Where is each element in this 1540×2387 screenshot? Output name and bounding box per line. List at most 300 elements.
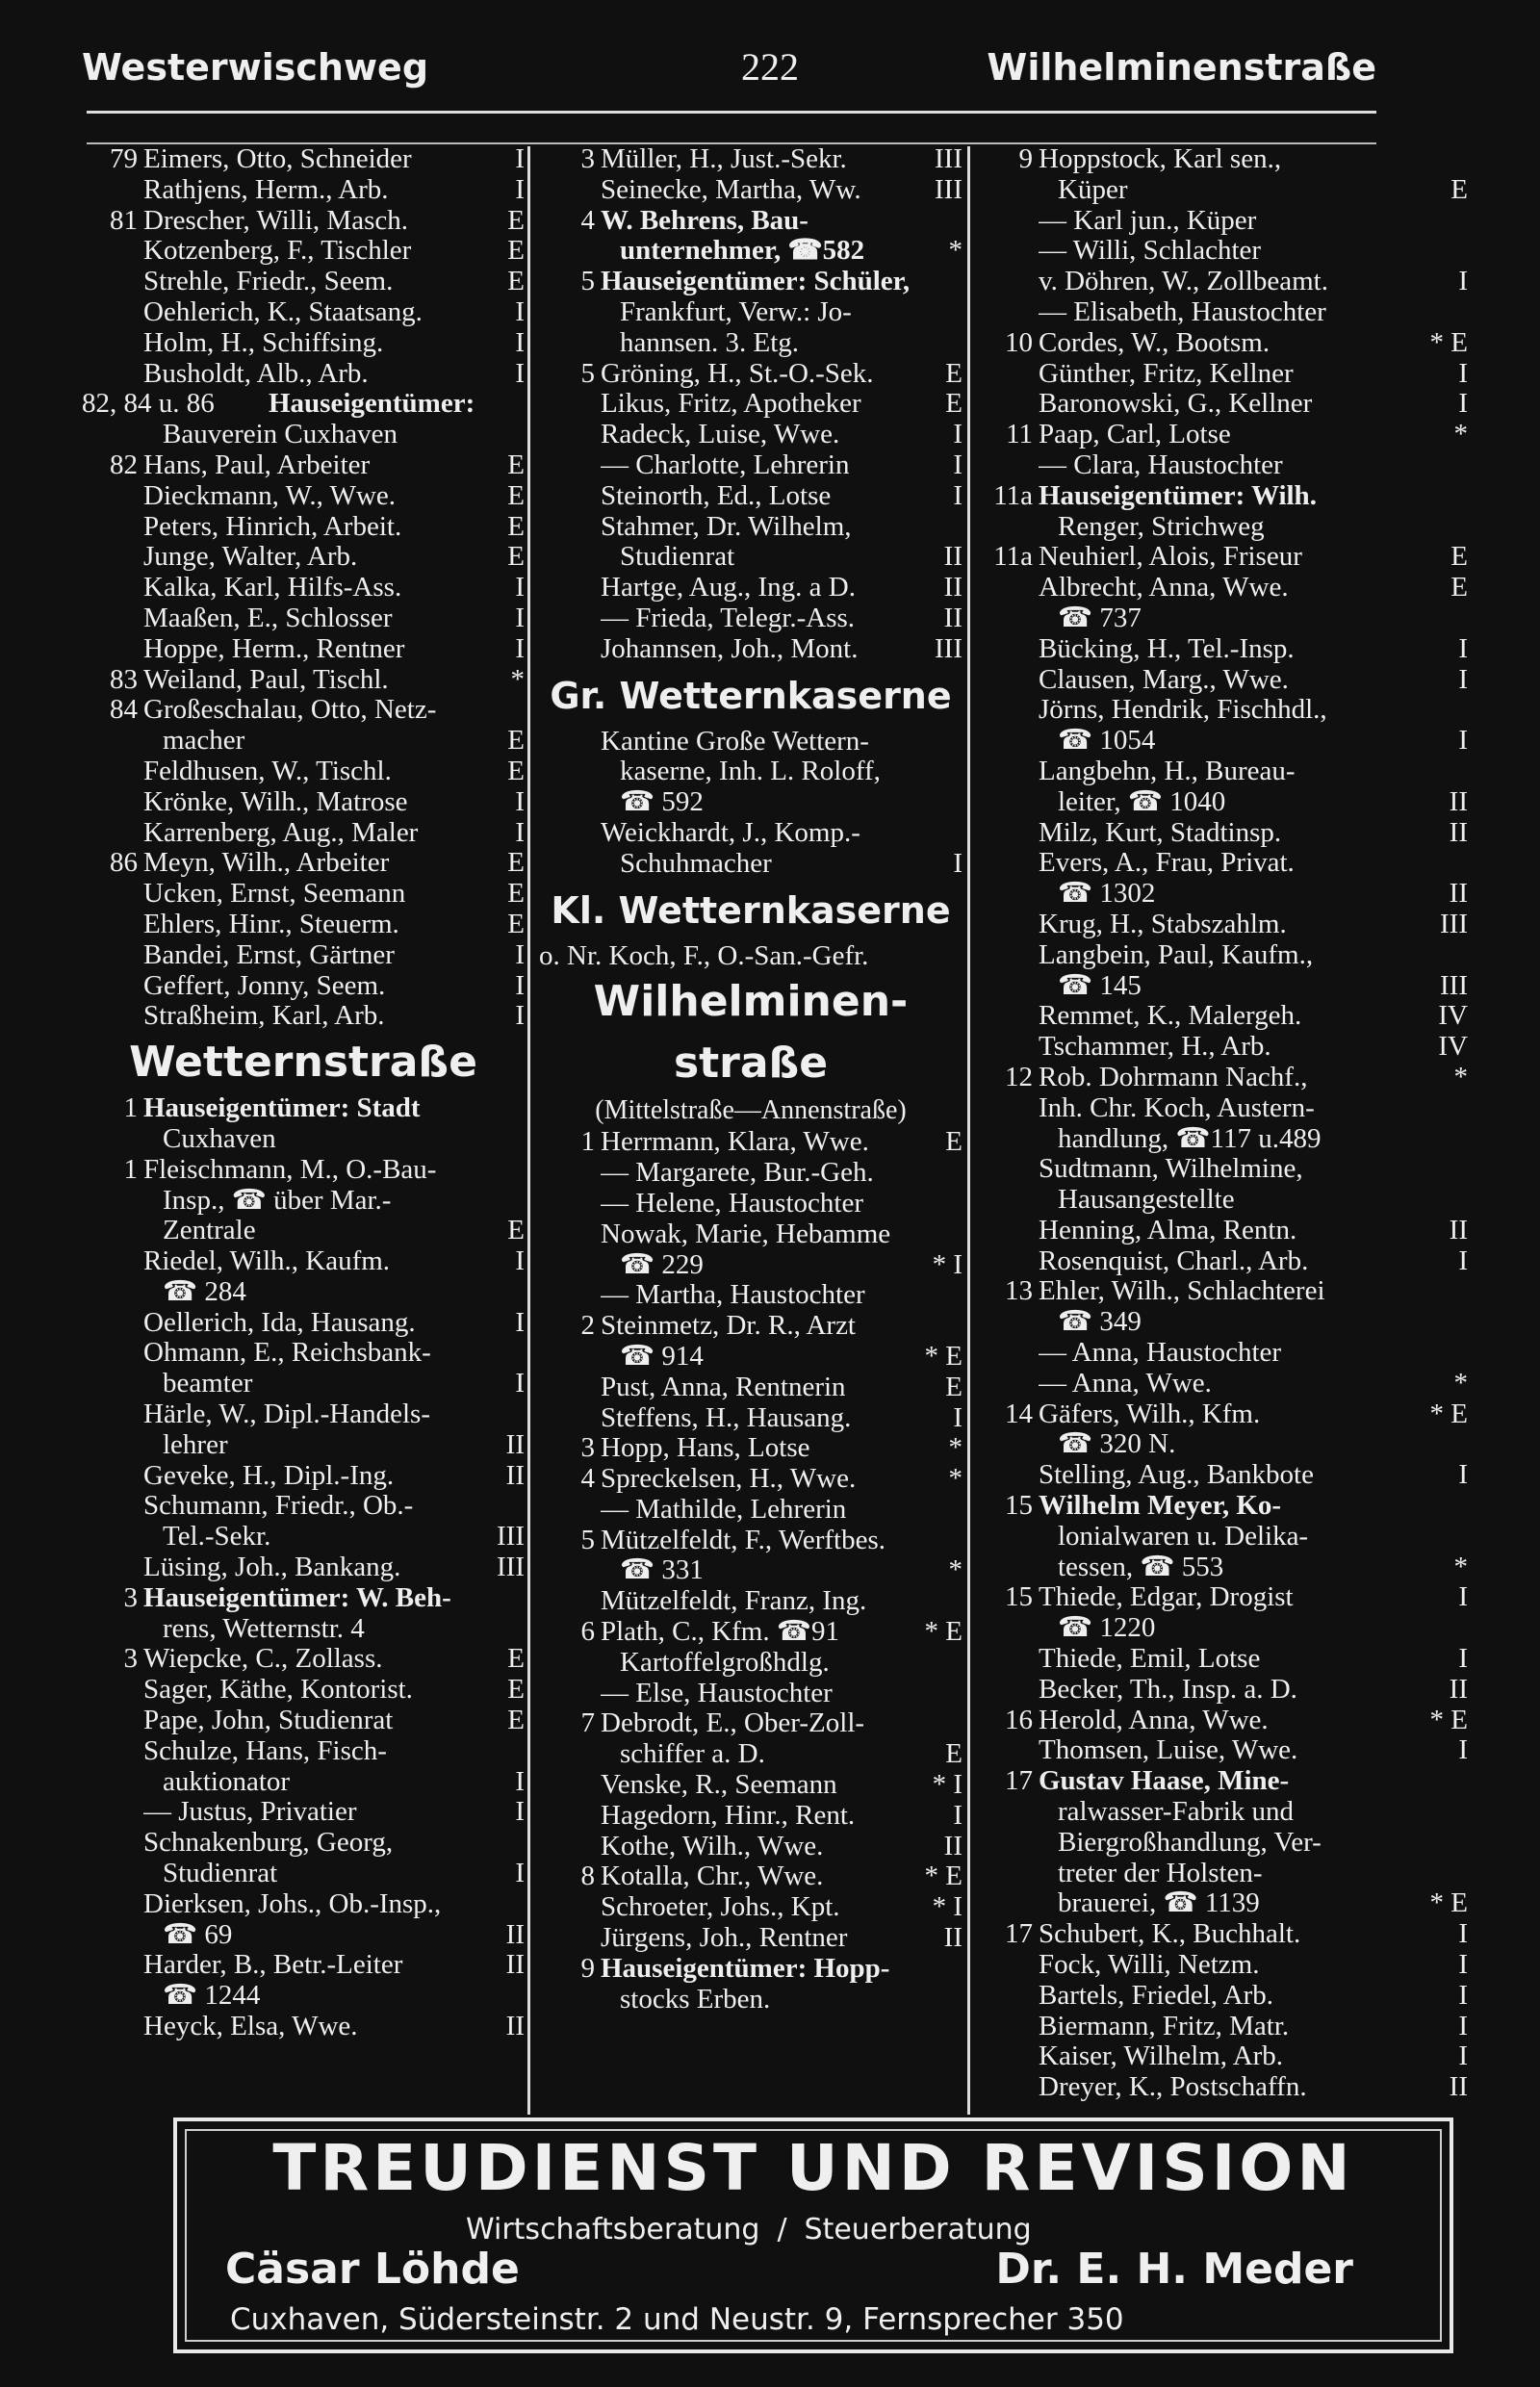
directory-entry (977, 1338, 1468, 1369)
resident-text: Hauseigentümer: Stadt (143, 1093, 421, 1124)
resident-text: W. Behrens, Bau- (601, 205, 808, 236)
floor-marker: E (945, 1127, 962, 1158)
directory-entry (977, 1369, 1468, 1399)
street-range-note: (Mittelstraße—Annenstraße) (595, 1095, 907, 1126)
resident-text: Hauseigentümer: (269, 389, 475, 420)
floor-marker: II (1449, 879, 1468, 910)
column-2 (539, 144, 962, 2015)
directory-entry (539, 818, 962, 849)
directory-entry (539, 1985, 962, 2015)
directory-entry (977, 573, 1468, 603)
house-number: 4 (580, 205, 595, 236)
resident-text: Krönke, Wilh., Matrose (143, 786, 408, 817)
floor-marker: I (1458, 2041, 1468, 2072)
directory-entry (82, 1186, 525, 1217)
resident-text: ☎ 145 (1058, 970, 1142, 1001)
resident-text: Remmet, K., Malergeh. (1039, 1001, 1302, 1032)
floor-marker: II (1449, 817, 1468, 848)
resident-text: lehrer (163, 1429, 228, 1460)
resident-text: Hartge, Aug., Ing. a D. (601, 573, 856, 603)
directory-entry (539, 267, 962, 297)
directory-entry (82, 389, 525, 420)
floor-marker: E (507, 909, 525, 939)
directory-entry (977, 726, 1468, 757)
floor-marker: I (515, 174, 525, 205)
resident-text: Likus, Fritz, Apotheker (601, 389, 861, 420)
directory-entry (977, 848, 1468, 879)
resident-text: Cordes, W., Bootsm. (1039, 327, 1270, 358)
directory-entry (977, 1859, 1468, 1889)
resident-text: — Elisabeth, Haustochter (1039, 296, 1326, 327)
directory-entry (977, 940, 1468, 971)
floor-marker: E (507, 542, 525, 573)
directory-entry (539, 1555, 962, 1586)
directory-entry (977, 1888, 1468, 1919)
house-number: 9 (580, 1953, 595, 1984)
directory-entry (82, 1522, 525, 1553)
resident-text: Radeck, Luise, Wwe. (601, 420, 840, 450)
directory-entry (82, 1553, 525, 1583)
directory-entry (539, 603, 962, 634)
floor-marker: E (507, 205, 525, 236)
floor-marker: I (953, 420, 962, 450)
street-heading: Wilhelminen- (593, 977, 909, 1027)
resident-text: Bücking, H., Tel.-Insp. (1039, 633, 1295, 664)
floor-marker: IV (1438, 1001, 1468, 1032)
resident-text: Spreckelsen, H., Wwe. (601, 1464, 857, 1495)
resident-text: Henning, Alma, Rentn. (1039, 1215, 1297, 1245)
floor-marker: E (507, 726, 525, 757)
resident-text: Tel.-Sekr. (163, 1522, 271, 1553)
directory-entry (977, 267, 1468, 297)
floor-marker: * (948, 236, 962, 267)
house-number: 79 (110, 144, 138, 174)
house-number: 8 (580, 1861, 595, 1892)
floor-marker: E (507, 1706, 525, 1736)
house-number: 1 (123, 1154, 138, 1185)
directory-entry (539, 512, 962, 543)
directory-entry (977, 2012, 1468, 2042)
resident-text: Kantine Große Wettern- (601, 726, 869, 757)
directory-entry (539, 1250, 962, 1281)
floor-marker: E (945, 389, 962, 420)
column-3 (977, 144, 1468, 2103)
directory-entry (82, 512, 525, 543)
directory-entry (82, 1644, 525, 1675)
resident-text: ☎ 349 (1058, 1307, 1142, 1338)
resident-text: Fleischmann, M., O.-Bau- (143, 1154, 437, 1185)
house-number: 13 (1005, 1276, 1033, 1307)
resident-text: — Else, Haustochter (601, 1678, 833, 1708)
directory-entry (82, 206, 525, 237)
resident-text: ☎ 1054 (1058, 726, 1156, 757)
directory-entry (82, 297, 525, 328)
directory-entry (977, 1522, 1468, 1553)
resident-text: Straßheim, Karl, Arb. (143, 1001, 385, 1032)
floor-marker: I (1458, 1245, 1468, 1276)
floor-marker: * E (1429, 1399, 1468, 1429)
resident-text: Ohmann, E., Reichsbank- (143, 1338, 431, 1369)
directory-entry (539, 1708, 962, 1739)
directory-entry (539, 1158, 962, 1189)
resident-text: ☎ 1220 (1058, 1613, 1156, 1644)
directory-entry (977, 2072, 1468, 2103)
directory-entry (977, 1644, 1468, 1675)
directory-entry (977, 1675, 1468, 1706)
house-number: 5 (580, 1525, 595, 1555)
floor-marker: III (497, 1522, 525, 1553)
directory-entry (82, 787, 525, 818)
resident-text: Evers, A., Frau, Privat. (1039, 848, 1295, 879)
directory-entry (82, 1093, 525, 1124)
resident-text: Wilhelm Meyer, Ko- (1039, 1491, 1282, 1522)
column-divider (967, 146, 970, 2115)
floor-marker: E (507, 1216, 525, 1246)
directory-entry (539, 1342, 962, 1373)
resident-text: — Martha, Haustochter (601, 1280, 865, 1311)
directory-entry (977, 1797, 1468, 1828)
directory-entry (82, 450, 525, 481)
resident-text: Seinecke, Martha, Ww. (601, 174, 861, 205)
directory-entry (539, 727, 962, 757)
floor-marker: * (1453, 1552, 1468, 1582)
floor-marker: I (1458, 1735, 1468, 1766)
resident-text: v. Döhren, W., Zollbeamt. (1039, 267, 1328, 297)
floor-marker: I (1458, 1919, 1468, 1950)
resident-text: Dierksen, Johs., Ob.-Insp., (143, 1888, 442, 1919)
ad-services (466, 2213, 1032, 2246)
resident-text: Stahmer, Dr. Wilhelm, (601, 511, 852, 542)
directory-entry (82, 634, 525, 665)
resident-text: Schubert, K., Buchhalt. (1039, 1919, 1301, 1950)
floor-marker: I (515, 1001, 525, 1032)
resident-text: — Helene, Haustochter (601, 1188, 863, 1219)
floor-marker: * (1453, 1368, 1468, 1399)
resident-text: Bartels, Friedel, Arb. (1039, 1980, 1274, 2011)
ad-service-1: Wirtschaftsberatung (466, 2213, 760, 2246)
directory-entry (82, 910, 525, 940)
directory-entry (977, 1093, 1468, 1124)
directory-entry (82, 971, 525, 1002)
resident-text: schiffer a. D. (620, 1739, 765, 1770)
floor-marker: II (505, 1429, 525, 1460)
resident-text: Küper (1058, 174, 1128, 205)
house-number: 11 (1006, 420, 1033, 450)
floor-marker: I (515, 1246, 525, 1277)
directory-entry (539, 328, 962, 359)
directory-entry (977, 879, 1468, 910)
directory-entry (539, 389, 962, 420)
directory-entry (977, 787, 1468, 818)
floor-marker: I (515, 1369, 525, 1399)
floor-marker: * (948, 1433, 962, 1464)
ad-address: Cuxhaven, Südersteinstr. 2 und Neustr. 9, Fernsprecher 350 (230, 2302, 1124, 2337)
directory-entry (977, 1124, 1468, 1155)
resident-text: Oellerich, Ida, Hausang. (143, 1307, 416, 1338)
floor-marker: E (507, 511, 525, 542)
directory-entry (82, 1216, 525, 1246)
directory-entry (82, 1889, 525, 1920)
street-heading: Gr. Wetternkaserne (550, 674, 952, 717)
house-number: 15 (1005, 1582, 1033, 1613)
floor-marker: I (953, 1800, 962, 1831)
directory-entry (977, 971, 1468, 1002)
ad-headline: TREUDIENST UND REVISION (272, 2131, 1354, 2205)
directory-entry (539, 634, 962, 665)
resident-text: Fock, Willi, Netzm. (1039, 1950, 1260, 1981)
directory-entry (977, 1032, 1468, 1063)
resident-text: — Anna, Haustochter (1039, 1338, 1282, 1369)
resident-text: Milz, Kurt, Stadtinsp. (1039, 817, 1282, 848)
directory-entry (977, 1276, 1468, 1307)
resident-text: ralwasser-Fabrik und (1058, 1797, 1295, 1828)
resident-text: kaserne, Inh. L. Roloff, (620, 757, 881, 787)
directory-entry (82, 1583, 525, 1614)
resident-text: beamter (163, 1369, 253, 1399)
floor-marker: * E (1429, 1888, 1468, 1919)
resident-text: ☎ 1302 (1058, 879, 1156, 910)
resident-text: — Willi, Schlachter (1039, 236, 1262, 267)
resident-text: Dreyer, K., Postschaffn. (1039, 2072, 1307, 2103)
resident-text: Rosenquist, Charl., Arb. (1039, 1245, 1309, 1276)
directory-entry (82, 359, 525, 390)
resident-text: — Charlotte, Lehrerin (601, 449, 850, 480)
floor-marker: * I (932, 1249, 962, 1280)
resident-text: Inh. Chr. Koch, Austern- (1039, 1092, 1315, 1123)
house-number: 11a (993, 542, 1033, 573)
resident-text: Hauseigentümer: Wilh. (1039, 480, 1317, 511)
directory-entry (82, 665, 525, 696)
resident-text: Rob. Dohrmann Nachf., (1039, 1062, 1308, 1092)
resident-text: Müller, H., Just.-Sekr. (601, 144, 847, 174)
directory-entry (977, 144, 1468, 175)
floor-marker: I (1458, 267, 1468, 297)
directory-entry (539, 1526, 962, 1556)
directory-entry (539, 1280, 962, 1311)
resident-text: Pust, Anna, Rentnerin (601, 1372, 846, 1402)
resident-text: Busholdt, Alb., Arb. (143, 358, 369, 389)
directory-entry (539, 1892, 962, 1923)
floor-marker: II (943, 1923, 962, 1954)
floor-marker: I (1458, 1950, 1468, 1981)
floor-marker: E (507, 879, 525, 910)
floor-marker: E (1450, 174, 1468, 205)
directory-entry (977, 542, 1468, 573)
directory-entry (82, 1124, 525, 1155)
resident-text: Schulze, Hans, Fisch- (143, 1735, 387, 1766)
directory-entry (82, 1981, 525, 2012)
directory-entry (539, 420, 962, 450)
directory-entry (82, 1399, 525, 1430)
floor-marker: I (1458, 726, 1468, 757)
resident-text: Ucken, Ernst, Seemann (143, 879, 406, 910)
floor-marker: III (935, 144, 962, 174)
resident-text: Herold, Anna, Wwe. (1039, 1705, 1269, 1735)
house-number: 4 (580, 1464, 595, 1495)
resident-text: — Anna, Wwe. (1039, 1368, 1212, 1399)
floor-marker: E (507, 1675, 525, 1706)
resident-text: ☎ 1244 (163, 1981, 261, 2012)
house-number: 16 (1005, 1705, 1033, 1735)
directory-entry (977, 1613, 1468, 1644)
resident-text: stocks Erben. (620, 1984, 771, 2015)
directory-entry (977, 297, 1468, 328)
resident-text: Renger, Strichweg (1058, 511, 1265, 542)
resident-text: Großeschalau, Otto, Netz- (143, 695, 437, 726)
ad-name-right: Dr. E. H. Meder (995, 2245, 1353, 2294)
directory-entry (977, 910, 1468, 940)
floor-marker: E (507, 449, 525, 480)
directory-entry (539, 450, 962, 481)
directory-entry (977, 236, 1468, 267)
floor-marker: I (515, 1766, 525, 1797)
resident-text: Debrodt, E., Ober-Zoll- (601, 1708, 865, 1739)
floor-marker: * E (924, 1617, 962, 1648)
resident-text: Thiede, Edgar, Drogist (1039, 1582, 1294, 1613)
resident-text: Gäfers, Wilh., Kfm. (1039, 1399, 1261, 1429)
directory-entry (977, 328, 1468, 359)
floor-marker: E (507, 848, 525, 879)
directory-entry (977, 1460, 1468, 1491)
directory-entry (539, 787, 962, 818)
directory-entry (977, 1216, 1468, 1246)
header-street-right: Wilhelminenstraße (987, 46, 1376, 89)
resident-text: Thomsen, Luise, Wwe. (1039, 1735, 1298, 1766)
column-1 (82, 144, 525, 2042)
directory-entry (82, 1706, 525, 1736)
resident-text: hannsen. 3. Etg. (620, 327, 800, 358)
house-number: 82, 84 u. 86 (82, 389, 215, 420)
house-number: 1 (123, 1093, 138, 1124)
resident-text: Hauseigentümer: Schüler, (601, 267, 911, 297)
resident-text: Cuxhaven (163, 1123, 276, 1154)
resident-text: ☎ 229 (620, 1249, 704, 1280)
resident-text: Karrenberg, Aug., Maler (143, 817, 419, 848)
directory-entry (539, 481, 962, 512)
directory-entry (82, 1950, 525, 1981)
resident-text: auktionator (163, 1766, 291, 1797)
directory-entry (539, 1861, 962, 1892)
directory-entry (82, 573, 525, 603)
directory-entry (539, 1311, 962, 1342)
directory-entry (539, 1617, 962, 1648)
house-number: 3 (580, 1433, 595, 1464)
directory-entry (539, 297, 962, 328)
resident-text: brauerei, ☎ 1139 (1058, 1888, 1260, 1919)
resident-text: Ehlers, Hinr., Steuerm. (143, 909, 399, 939)
directory-entry (82, 1246, 525, 1277)
directory-entry (82, 542, 525, 573)
directory-entry (977, 1919, 1468, 1950)
street-heading: straße (673, 1039, 829, 1089)
directory-entry (82, 1767, 525, 1798)
resident-text: Steinorth, Ed., Lotse (601, 480, 832, 511)
house-number: 3 (123, 1582, 138, 1613)
floor-marker: II (505, 1460, 525, 1491)
floor-marker: I (515, 633, 525, 664)
directory-entry (82, 1001, 525, 1032)
directory-entry (539, 236, 962, 267)
directory-entry (82, 2012, 525, 2042)
resident-text: Maaßen, E., Schlosser (143, 603, 393, 633)
floor-marker: II (943, 573, 962, 603)
floor-marker: I (953, 848, 962, 879)
floor-marker: I (515, 1797, 525, 1828)
resident-text: Günther, Fritz, Kellner (1039, 358, 1294, 389)
directory-entry (82, 1369, 525, 1399)
directory-entry (539, 542, 962, 573)
floor-marker: E (507, 267, 525, 297)
floor-marker: II (1449, 1215, 1468, 1245)
directory-entry (977, 1981, 1468, 2012)
house-number: 14 (1005, 1399, 1033, 1429)
resident-text: Studienrat (163, 1859, 278, 1889)
resident-text: Mützelfeldt, Franz, Ing. (601, 1586, 867, 1617)
resident-text: Schroeter, Johs., Kpt. (601, 1892, 840, 1923)
house-number: 15 (1005, 1491, 1033, 1522)
resident-text: tessen, ☎ 553 (1058, 1552, 1224, 1582)
floor-marker: III (497, 1553, 525, 1583)
resident-text: Langbehn, H., Bureau- (1039, 756, 1296, 786)
resident-text: Schnakenburg, Georg, (143, 1828, 394, 1859)
house-number: 82 (110, 449, 138, 480)
resident-text: Insp., ☎ über Mar.- (163, 1185, 392, 1216)
house-number: 17 (1005, 1766, 1033, 1797)
directory-entry (977, 359, 1468, 390)
resident-text: Hagedorn, Hinr., Rent. (601, 1800, 856, 1831)
directory-entry (82, 848, 525, 879)
resident-text: Schuhmacher (620, 848, 772, 879)
resident-text: Gröning, H., St.-O.-Sek. (601, 358, 874, 389)
resident-text: ☎ 737 (1058, 603, 1142, 633)
resident-text: Geffert, Jonny, Seem. (143, 970, 386, 1001)
resident-text: Hausangestellte (1058, 1185, 1235, 1216)
house-number: 11a (993, 480, 1033, 511)
directory-entry (977, 450, 1468, 481)
directory-entry (82, 757, 525, 787)
house-number: 84 (110, 695, 138, 726)
directory-entry (977, 512, 1468, 543)
resident-text: ☎ 320 N. (1058, 1429, 1176, 1460)
floor-marker: * I (932, 1892, 962, 1923)
directory-entry (977, 1246, 1468, 1277)
floor-marker: E (507, 480, 525, 511)
floor-marker: * (948, 1555, 962, 1586)
floor-marker: I (515, 817, 525, 848)
house-number: 12 (1005, 1062, 1033, 1092)
resident-text: Weickhardt, J., Komp.- (601, 817, 860, 848)
floor-marker: III (935, 633, 962, 664)
floor-marker: * (1453, 420, 1468, 450)
directory-entry (539, 1403, 962, 1434)
resident-text: Albrecht, Anna, Wwe. (1039, 573, 1289, 603)
resident-text: Becker, Th., Insp. a. D. (1039, 1674, 1297, 1705)
resident-text: Nowak, Marie, Hebamme (601, 1219, 891, 1249)
floor-marker: E (945, 358, 962, 389)
floor-marker: I (953, 449, 962, 480)
floor-marker: II (943, 1831, 962, 1861)
directory-entry (82, 726, 525, 757)
floor-marker: III (935, 174, 962, 205)
resident-text: Lüsing, Joh., Bankang. (143, 1553, 401, 1583)
resident-text: Tschammer, H., Arb. (1039, 1032, 1271, 1063)
directory-entry (82, 328, 525, 359)
directory-entry (539, 573, 962, 603)
floor-marker: E (945, 1739, 962, 1770)
header-street-left: Westerwischweg (82, 46, 429, 89)
resident-text: Strehle, Friedr., Seem. (143, 267, 394, 297)
floor-marker: I (515, 327, 525, 358)
